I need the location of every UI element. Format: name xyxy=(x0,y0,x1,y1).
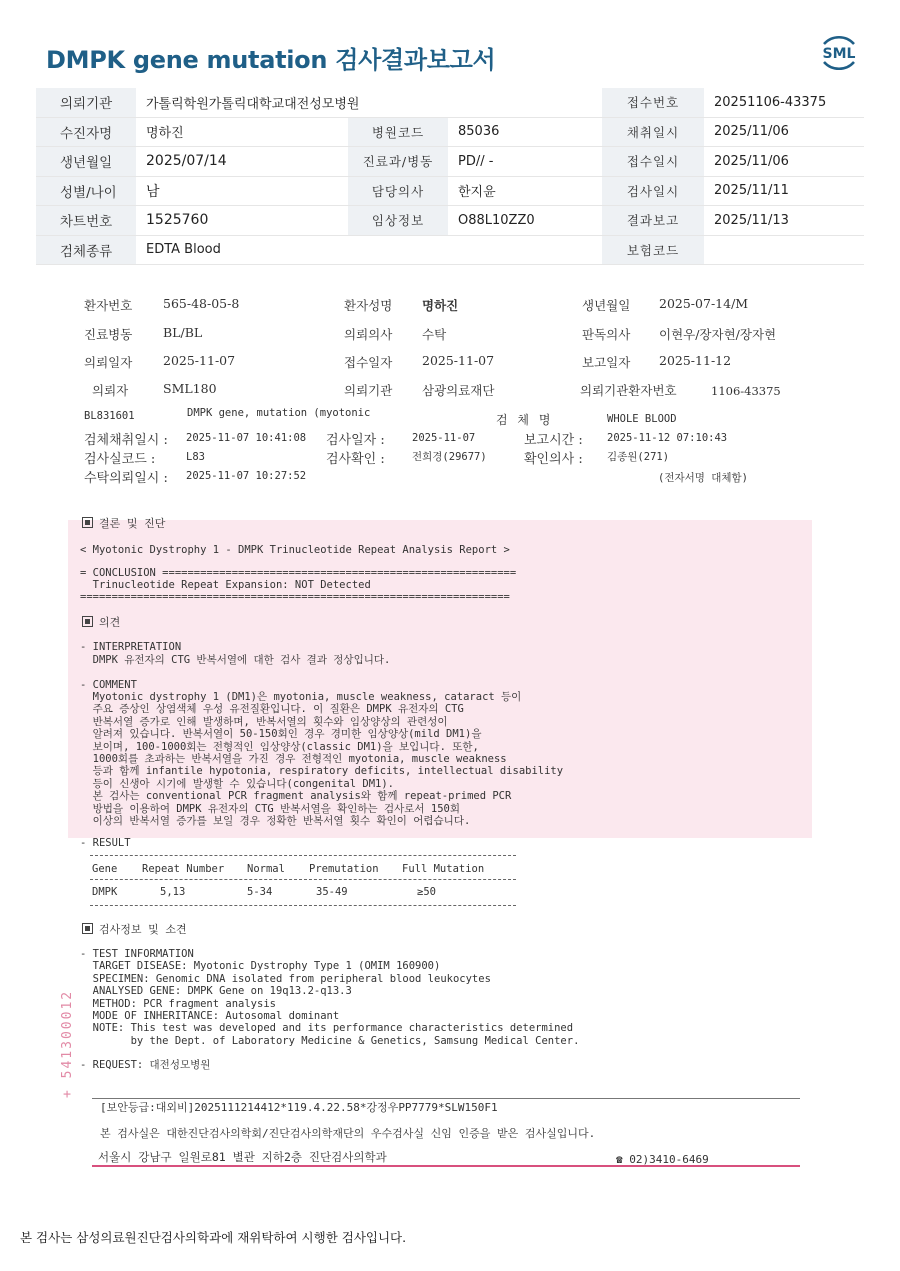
square-bullet-icon xyxy=(82,517,93,528)
header-value: 1525760 xyxy=(136,206,348,236)
test-date-label: 검사일자 : xyxy=(326,433,385,448)
confirm-doc: 김종원(271) xyxy=(607,451,670,463)
conclusion-rule: ==================================================================== xyxy=(80,591,510,603)
header-label: 담당의사 xyxy=(348,176,448,206)
result-col-normal: Normal xyxy=(247,863,285,875)
pt-no: 565-48-05-8 xyxy=(163,296,240,311)
header-label: 생년월일 xyxy=(36,147,136,177)
header-value: PD// - xyxy=(448,147,602,177)
header-value: 2025/11/06 xyxy=(704,117,864,147)
header-label: 임상정보 xyxy=(348,206,448,236)
header-label: 보험코드 xyxy=(602,235,704,265)
specimen-label: 검 체 명 xyxy=(496,413,554,427)
header-value: 2025/11/13 xyxy=(704,206,864,236)
header-label: 결과보고 xyxy=(602,206,704,236)
result-normal: 5-34 xyxy=(247,886,273,898)
comment-line: 주요 증상인 상염색체 우성 유전질환입니다. 이 질환은 DMPK 유전자의 CTG xyxy=(80,703,464,716)
header-value: 가톨릭학원가톨릭대학교대전성모병원 xyxy=(136,88,602,117)
result-repeat: 5,13 xyxy=(160,886,186,898)
info-line: NOTE: This test was developed and its performance characteristics determined xyxy=(80,1022,574,1035)
dob-label: 생년월일 xyxy=(582,298,631,313)
header-label: 검체종류 xyxy=(36,235,136,265)
confirm: 전희경(29677) xyxy=(412,451,487,463)
header-value: 85036 xyxy=(448,117,602,147)
footer-note: 본 검사는 삼성의료원진단검사의학과에 재위탁하여 시행한 검사입니다. xyxy=(20,1230,407,1245)
header-row xyxy=(36,147,864,177)
reader: 이현우/장자현/장자현 xyxy=(659,327,777,342)
square-bullet-icon xyxy=(82,923,93,934)
comment-line: Myotonic dystrophy 1 (DM1)은 myotonia, muscle weakness, cataract 등이 xyxy=(80,691,522,703)
consign-label: 수탁의뢰일시 : xyxy=(84,471,168,486)
test-code: BL831601 xyxy=(84,410,135,422)
requester: SML180 xyxy=(163,381,217,396)
pt-no-label: 환자번호 xyxy=(84,298,133,313)
result-rule-bottom xyxy=(90,905,516,906)
result-rule-top xyxy=(90,855,516,856)
recv-date: 2025-11-07 xyxy=(422,353,495,368)
comment-line: 방법을 이용하여 DMPK 유전자의 CTG 반복서열을 확인하는 검사로서 150회 xyxy=(80,802,461,815)
section-opinion xyxy=(82,616,120,629)
header-label: 수진자명 xyxy=(36,117,136,147)
logo-text: SML xyxy=(822,46,856,62)
header-value: 남 xyxy=(136,176,348,206)
doctor: 수탁 xyxy=(422,327,447,342)
section-conclusion xyxy=(82,517,165,530)
header-info-table xyxy=(36,88,864,265)
info-line: MODE OF INHERITANCE: Autosomal dominant xyxy=(80,1010,340,1023)
header-row xyxy=(36,235,864,265)
header-row xyxy=(36,117,864,147)
section-testinfo-label: 검사정보 및 소견 xyxy=(99,923,187,936)
pt-name: 명하진 xyxy=(422,298,459,313)
comment-line: 본 검사는 conventional PCR fragment analysis와 함께 repeat-primed PCR xyxy=(80,790,512,803)
section-conclusion-label: 결론 및 진단 xyxy=(99,517,166,530)
info-line: METHOD: PCR fragment analysis xyxy=(80,997,276,1010)
info-line: by the Dept. of Laboratory Medicine & Genetics, Samsung Medical Center. xyxy=(80,1034,580,1047)
vertical-stamp: + 541300012 xyxy=(60,989,75,1098)
result-col-gene: Gene xyxy=(92,863,118,875)
info-line: ANALYSED GENE: DMPK Gene on 19q13.2-q13.3 xyxy=(80,985,352,998)
header-row xyxy=(36,88,864,117)
header-value: EDTA Blood xyxy=(136,235,602,265)
consign-datetime: 2025-11-07 10:27:52 xyxy=(186,470,307,482)
header-label: 채취일시 xyxy=(602,117,704,147)
lab-code: L83 xyxy=(186,451,205,463)
header-value: O88L10ZZ0 xyxy=(448,206,602,236)
result-col-repeat: Repeat Number xyxy=(142,863,225,875)
ward: BL/BL xyxy=(163,325,203,340)
interpretation-head: - INTERPRETATION xyxy=(80,641,182,653)
header-label: 의뢰기관 xyxy=(36,88,136,117)
result-head: - RESULT xyxy=(80,837,131,849)
phone-line: ☎ 02)3410-6469 xyxy=(616,1153,709,1166)
comment-body xyxy=(80,691,563,827)
esign-note: (전자서명 대체함) xyxy=(658,472,748,484)
result-gene: DMPK xyxy=(92,886,118,898)
lab-code-label: 검사실코드 : xyxy=(84,452,156,467)
header-value xyxy=(704,235,864,265)
header-label: 접수번호 xyxy=(602,88,704,117)
recv-date-label: 접수일자 xyxy=(344,355,393,370)
test-name: DMPK gene, mutation (myotonic xyxy=(187,407,371,419)
comment-line: 반복서열 증가로 인해 발생하며, 반복서열의 횟수와 임상양상의 관련성이 xyxy=(80,715,448,728)
comment-line: 보이며, 100-1000회는 전형적인 임상양상(classic DM1)을 보입니다. 또한, xyxy=(80,740,479,753)
info-line: SPECIMEN: Genomic DNA isolated from peripheral blood leukocytes xyxy=(80,972,491,985)
header-value: 한지윤 xyxy=(448,176,602,206)
header-label: 접수일시 xyxy=(602,147,704,177)
info-line: TARGET DISEASE: Myotonic Dystrophy Type 1 (OMIM 160900) xyxy=(80,960,441,973)
result-col-premutation: Premutation xyxy=(309,863,379,875)
header-value: 20251106-43375 xyxy=(704,88,864,117)
collect-datetime: 2025-11-07 10:41:08 xyxy=(186,432,307,444)
specimen-name: WHOLE BLOOD xyxy=(607,413,677,425)
sml-logo-icon xyxy=(816,30,862,76)
header-value: 명하진 xyxy=(136,117,348,147)
test-information xyxy=(80,948,579,1047)
section-testinfo xyxy=(82,923,187,936)
header-label: 진료과/병동 xyxy=(348,147,448,177)
comment-line: 등과 함께 infantile hypotonia, respiratory deficits, intellectual disability xyxy=(80,765,564,778)
report-time: 2025-11-12 07:10:43 xyxy=(607,432,728,444)
req-inst-label: 의뢰기관 xyxy=(344,383,393,398)
confirm-doc-label: 확인의사 : xyxy=(524,452,583,467)
security-rule xyxy=(92,1098,800,1099)
security-line: [보안등급:대외비]2025111214412*119.4.22.58*강정우PP7779*SLW150F1 xyxy=(100,1101,498,1114)
report-date: 2025-11-12 xyxy=(659,353,732,368)
report-heading: < Myotonic Dystrophy 1 - DMPK Trinucleotide Repeat Analysis Report > xyxy=(80,544,510,556)
header-label: 차트번호 xyxy=(36,206,136,236)
header-label: 성별/나이 xyxy=(36,176,136,206)
header-row xyxy=(36,206,864,236)
square-bullet-icon xyxy=(82,616,93,627)
header-value: 2025/11/06 xyxy=(704,147,864,177)
result-premutation: 35-49 xyxy=(316,886,348,898)
req-inst-pt: 1106-43375 xyxy=(711,384,781,398)
pt-name-label: 환자성명 xyxy=(344,298,393,313)
result-col-full: Full Mutation xyxy=(402,863,485,875)
ward-label: 진료병동 xyxy=(84,327,133,342)
comment-line: 등이 신생아 시기에 발생할 수 있습니다(congenital DM1). xyxy=(80,777,395,790)
req-date: 2025-11-07 xyxy=(163,353,236,368)
header-label: 검사일시 xyxy=(602,176,704,206)
header-row xyxy=(36,176,864,206)
interpretation-text: DMPK 유전자의 CTG 반복서열에 대한 검사 결과 정상입니다. xyxy=(80,654,391,666)
comment-line: 알려져 있습니다. 반복서열이 50-150회인 경우 경미한 임상양상(mild DM1)을 xyxy=(80,728,482,741)
address-line: 서울시 강남구 일원로81 별관 지하2층 진단검사의학과 xyxy=(98,1150,387,1164)
conclusion-text: Trinucleotide Repeat Expansion: NOT Detected xyxy=(80,579,371,591)
conclusion-head: = CONCLUSION ======================================================== xyxy=(80,567,517,579)
reader-label: 판독의사 xyxy=(582,327,631,342)
dob: 2025-07-14/M xyxy=(659,296,749,311)
header-value: 2025/11/11 xyxy=(704,176,864,206)
report-time-label: 보고시간 : xyxy=(524,433,583,448)
cert-line: 본 검사실은 대한진단검사의학회/진단검사의학재단의 우수검사실 신임 인증을 받은 검사실입니다. xyxy=(100,1127,596,1140)
report-date-label: 보고일자 xyxy=(582,355,631,370)
req-date-label: 의뢰일자 xyxy=(84,355,133,370)
requester-label: 의뢰자 xyxy=(92,383,129,398)
req-inst: 삼광의료재단 xyxy=(422,383,495,398)
report-title: DMPK gene mutation 검사결과보고서 xyxy=(46,46,496,74)
header-value: 2025/07/14 xyxy=(136,147,348,177)
section-opinion-label: 의견 xyxy=(99,616,121,629)
header-label: 병원코드 xyxy=(348,117,448,147)
comment-line: 1000회를 초과하는 반복서열을 가진 경우 전형적인 myotonia, muscle weakness xyxy=(80,753,507,766)
req-inst-pt-label: 의뢰기관환자번호 xyxy=(580,383,677,398)
collect-label: 검체채취일시 : xyxy=(84,433,168,448)
result-full: ≥50 xyxy=(417,886,436,898)
comment-line: 이상의 반복서열 증가를 보일 경우 정확한 반복서열 횟수 확인이 어렵습니다. xyxy=(80,815,471,828)
scanned-report xyxy=(0,280,900,1190)
comment-head: - COMMENT xyxy=(80,679,137,691)
info-line: - TEST INFORMATION xyxy=(80,948,194,960)
confirm-label: 검사확인 : xyxy=(326,452,385,467)
doctor-label: 의뢰의사 xyxy=(344,327,393,342)
request-line: - REQUEST: 대전성모병원 xyxy=(80,1059,211,1071)
result-rule-mid xyxy=(90,879,516,880)
pink-underline xyxy=(92,1165,800,1167)
test-date: 2025-11-07 xyxy=(412,432,476,444)
